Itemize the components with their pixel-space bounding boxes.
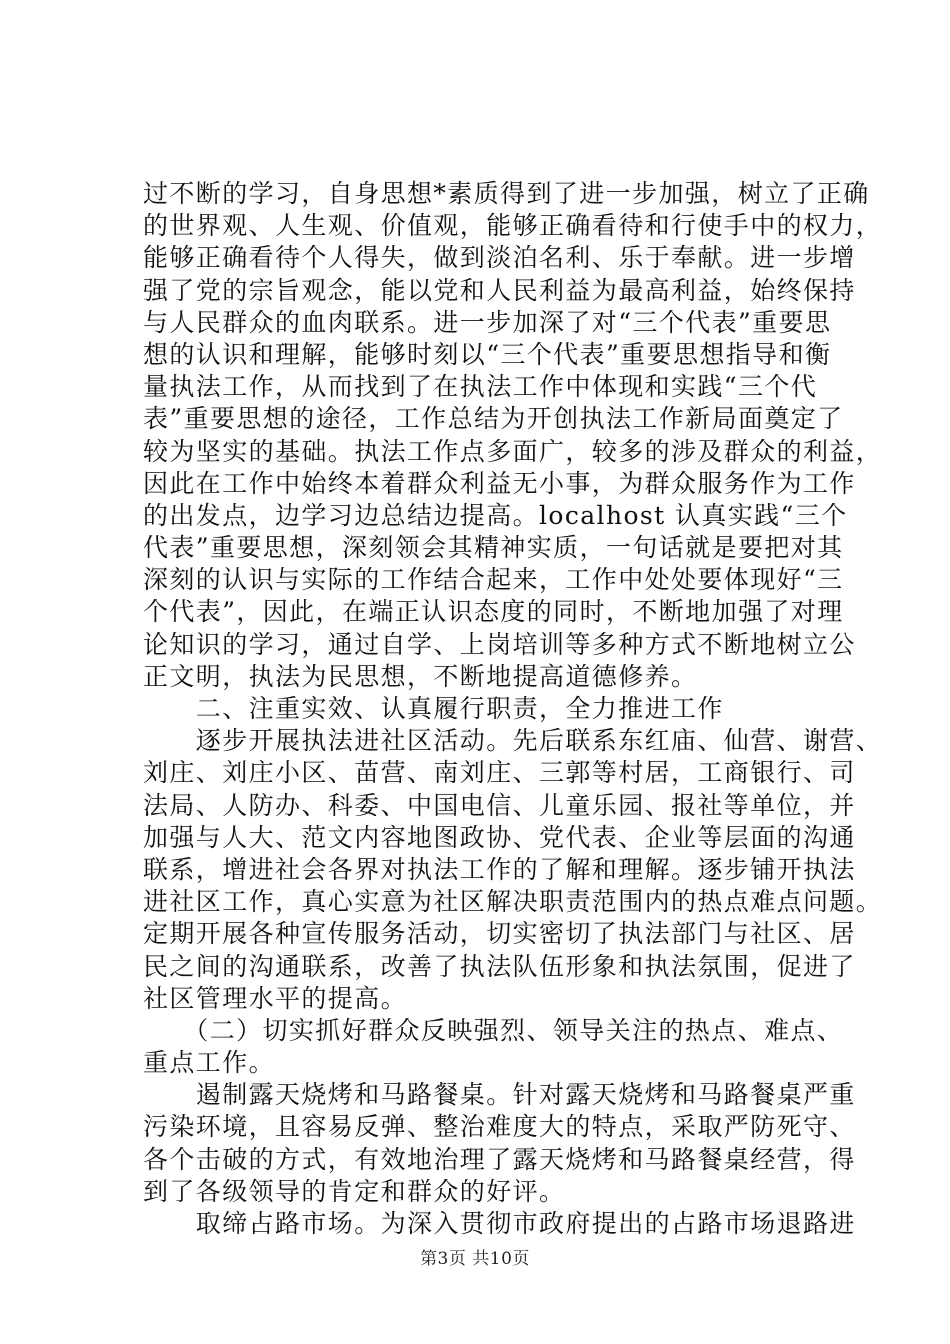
text-line: 逐步开展执法进社区活动。先后联系东红庙、仙营、谢营、 xyxy=(143,726,883,756)
text-line: 进社区工作，真心实意为社区解决职责范围内的热点难点问题。 xyxy=(143,887,883,917)
text-line: 代表”重要思想，深刻领会其精神实质，一句话就是要把对其 xyxy=(143,533,844,563)
text-line: 各个击破的方式，有效地治理了露天烧烤和马路餐桌经营，得 xyxy=(143,1144,856,1174)
text-line: 社区管理水平的提高。 xyxy=(143,983,408,1013)
text-line: 污染环境，且容易反弹、整治难度大的特点，采取严防死守、 xyxy=(143,1112,856,1142)
text-line: 量执法工作，从而找到了在执法工作中体现和实践“三个代 xyxy=(143,372,818,402)
text-line: 表”重要思想的途径，工作总结为开创执法工作新局面奠定了 xyxy=(143,404,844,434)
text-line: 因此在工作中始终本着群众利益无小事，为群众服务作为工作 xyxy=(143,468,856,498)
text-line: 刘庄、刘庄小区、苗营、南刘庄、三郭等村居，工商银行、司 xyxy=(143,758,856,788)
text-line: 个代表”，因此，在端正认识态度的同时，不断地加强了对理 xyxy=(143,597,844,627)
page-footer: 第3页 共10页 xyxy=(420,1249,530,1269)
text-line: 的世界观、人生观、价值观，能够正确看待和行使手中的权力， xyxy=(143,211,883,241)
text-line: 深刻的认识与实际的工作结合起来，工作中处处要体现好“三 xyxy=(143,565,844,595)
body-text xyxy=(143,178,883,1240)
text-line: 的出发点，边学习边总结边提高。localhost 认真实践“三个 xyxy=(143,500,848,530)
text-line: 到了各级领导的肯定和群众的好评。 xyxy=(143,1176,566,1206)
text-line: 法局、人防办、科委、中国电信、儿童乐园、报社等单位，并 xyxy=(143,790,856,820)
text-line: 加强与人大、范文内容地图政协、党代表、企业等层面的沟通 xyxy=(143,822,856,852)
text-line: 联系，增进社会各界对执法工作的了解和理解。逐步铺开执法 xyxy=(143,854,856,884)
text-line: 民之间的沟通联系，改善了执法队伍形象和执法氛围，促进了 xyxy=(143,951,856,981)
text-line: 正文明，执法为民思想，不断地提高道德修养。 xyxy=(143,661,698,691)
text-line: 强了党的宗旨观念，能以党和人民利益为最高利益，始终保持 xyxy=(143,275,856,305)
text-line: 过不断的学习，自身思想*素质得到了进一步加强，树立了正确 xyxy=(143,179,870,208)
text-line: 遏制露天烧烤和马路餐桌。针对露天烧烤和马路餐桌严重 xyxy=(143,1080,856,1110)
text-line: 较为坚实的基础。执法工作点多面广，较多的涉及群众的利益， xyxy=(143,436,883,466)
text-line: 与人民群众的血肉联系。进一步加深了对“三个代表”重要思 xyxy=(143,307,832,337)
text-line: 论知识的学习，通过自学、上岗培训等多种方式不断地树立公 xyxy=(143,629,856,659)
text-line: 重点工作。 xyxy=(143,1048,276,1078)
text-line: 能够正确看待个人得失，做到淡泊名利、乐于奉献。进一步增 xyxy=(143,243,856,273)
text-line: （二）切实抓好群众反映强烈、领导关注的热点、难点、 xyxy=(143,1015,844,1045)
text-line: 取缔占路市场。为深入贯彻市政府提出的占路市场退路进 xyxy=(143,1209,856,1238)
text-line: 定期开展各种宣传服务活动，切实密切了执法部门与社区、居 xyxy=(143,919,856,949)
text-line: 二、注重实效、认真履行职责，全力推进工作 xyxy=(143,694,724,723)
text-line: 想的认识和理解，能够时刻以“三个代表”重要思想指导和衡 xyxy=(143,339,832,369)
